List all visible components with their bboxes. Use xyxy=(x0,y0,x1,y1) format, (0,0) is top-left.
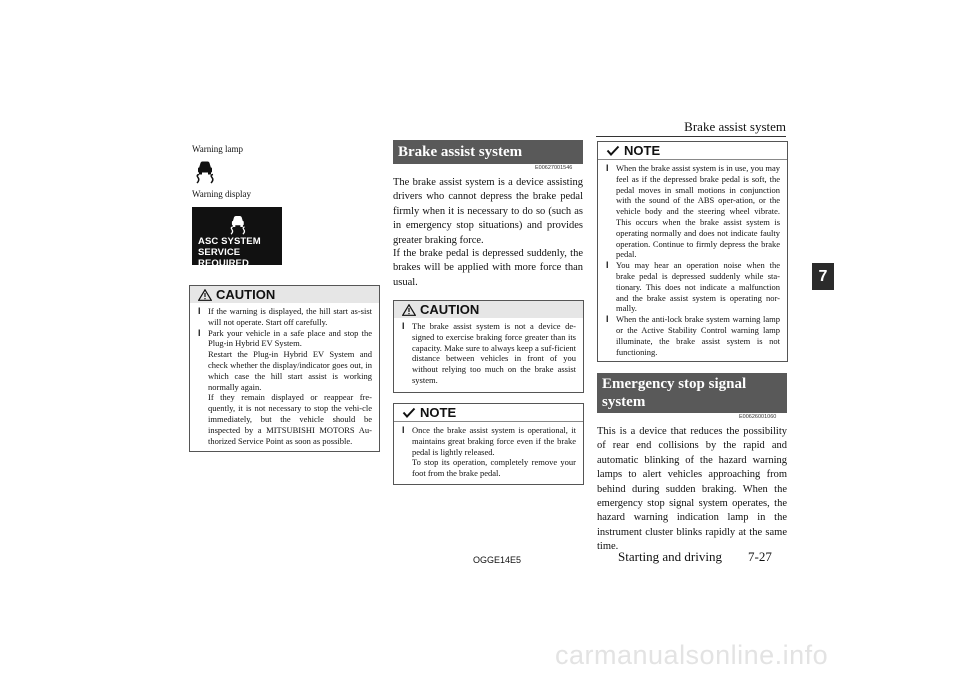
section-title-line1: Emergency stop signal xyxy=(602,376,747,392)
caution-box-middle xyxy=(393,300,584,393)
note-box-middle xyxy=(393,403,584,485)
skid-car-display-icon xyxy=(227,213,247,235)
list-item: l If the warning is displayed, the hill start as-sist will not operate. Start off carefully. xyxy=(198,306,372,327)
list-item: Restart the Plug-in Hybrid EV System and check whether the display/indicator goes out, in which case the hill start assist is working normally again. xyxy=(208,349,372,392)
note-title: NOTE xyxy=(624,143,661,158)
section-code: E00627001546 xyxy=(535,165,573,171)
list-item: To stop its operation, completely remove your foot from the brake pedal. xyxy=(412,457,576,479)
list-item: If they remain displayed or reappear fre-quently, it is not necessary to stop the vehi-cle immediately, but the vehicle should be inspected by a MITSUBISHI MOTORS Au-thorized Service Point as soon as possible. xyxy=(208,392,372,446)
list-item: l When the anti-lock brake system warning lamp or the Active Stability Control warning lamp illuminate, the brake assist system is not functioning. xyxy=(606,314,780,357)
note-header xyxy=(598,142,787,160)
paragraph: This is a device that reduces the possibility of rear end collisions by the rapid and automatic blinking of the hazard warning lamps to alert vehicles approaching from behind during sudden braking. When the emergency stop signal system operates, the hazard warning indication lamp in the instrument cluster blinks rapidly at the same time. xyxy=(597,426,787,553)
warning-display-label: Warning display xyxy=(192,189,252,199)
caution-title: CAUTION xyxy=(420,302,480,317)
display-text-line1: ASC SYSTEM xyxy=(198,236,261,247)
note-box-right xyxy=(597,141,788,362)
warning-lamp-label: Warning lamp xyxy=(192,144,244,154)
chapter-tab: 7 xyxy=(812,263,834,290)
footer-section-name: Starting and driving xyxy=(618,549,722,564)
section-title-emergency-stop xyxy=(597,373,787,413)
list-item: l When the brake assist system is in use, you may feel as if the depressed brake pedal is soft, the pedal moves in small motions in conjunction with the sound of the ABS oper-ation, or the vehicle body and the steering wheel vibrate. This occurs when the brake assist system is operating normally and does not indicate faulty operation. Continue to firmly depress the brake pedal. xyxy=(606,163,780,260)
note-check-icon xyxy=(402,407,416,419)
list-item: l You may hear an operation noise when the brake pedal is depressed suddenly while sta-tionary. This does not indicate a malfunction and the brake assist system is operating nor-mally. xyxy=(606,260,780,314)
note-check-icon xyxy=(606,145,620,157)
list-item: l The brake assist system is not a device de-signed to exercise braking force greater than its capacity. Make sure to always keep a suf-ficient distance between vehicles in front of you without relying too much on the brake assist system. xyxy=(402,321,576,385)
warning-display-image xyxy=(192,207,282,269)
watermark: carmanualsonline.info xyxy=(555,640,829,670)
footer-page-number: 7-27 xyxy=(748,549,772,564)
display-text-line2: SERVICE REQUIRED xyxy=(198,247,249,269)
footer-doc-code: OGGE14E5 xyxy=(473,555,522,565)
section-title-line2: system xyxy=(602,394,646,410)
caution-box-left xyxy=(189,285,380,452)
section-code: E00626001060 xyxy=(739,414,777,420)
caution-header xyxy=(190,286,379,303)
note-header xyxy=(394,404,583,422)
paragraph: The brake assist system is a device assisting drivers who cannot depress the brake pedal firmly when it is necessary to do so (such as in emergency stop situations) and provides greater braking force. xyxy=(393,177,583,246)
warning-triangle-icon xyxy=(198,289,212,301)
section-title-brake-assist: Brake assist system xyxy=(393,140,583,164)
caution-header xyxy=(394,301,583,318)
skid-car-icon xyxy=(193,158,215,184)
running-header-title: Brake assist system xyxy=(684,119,786,134)
warning-triangle-icon xyxy=(402,304,416,316)
list-item: l Once the brake assist system is operational, it maintains great braking force even if the brake pedal is lightly released. xyxy=(402,425,576,457)
paragraph: If the brake pedal is depressed suddenly, the brakes will be applied with more force than usual. xyxy=(393,248,583,288)
list-item: l Park your vehicle in a safe place and stop the Plug-in Hybrid EV System. xyxy=(198,327,372,349)
header-rule xyxy=(596,136,786,137)
caution-title: CAUTION xyxy=(216,287,276,302)
note-title: NOTE xyxy=(420,405,457,420)
